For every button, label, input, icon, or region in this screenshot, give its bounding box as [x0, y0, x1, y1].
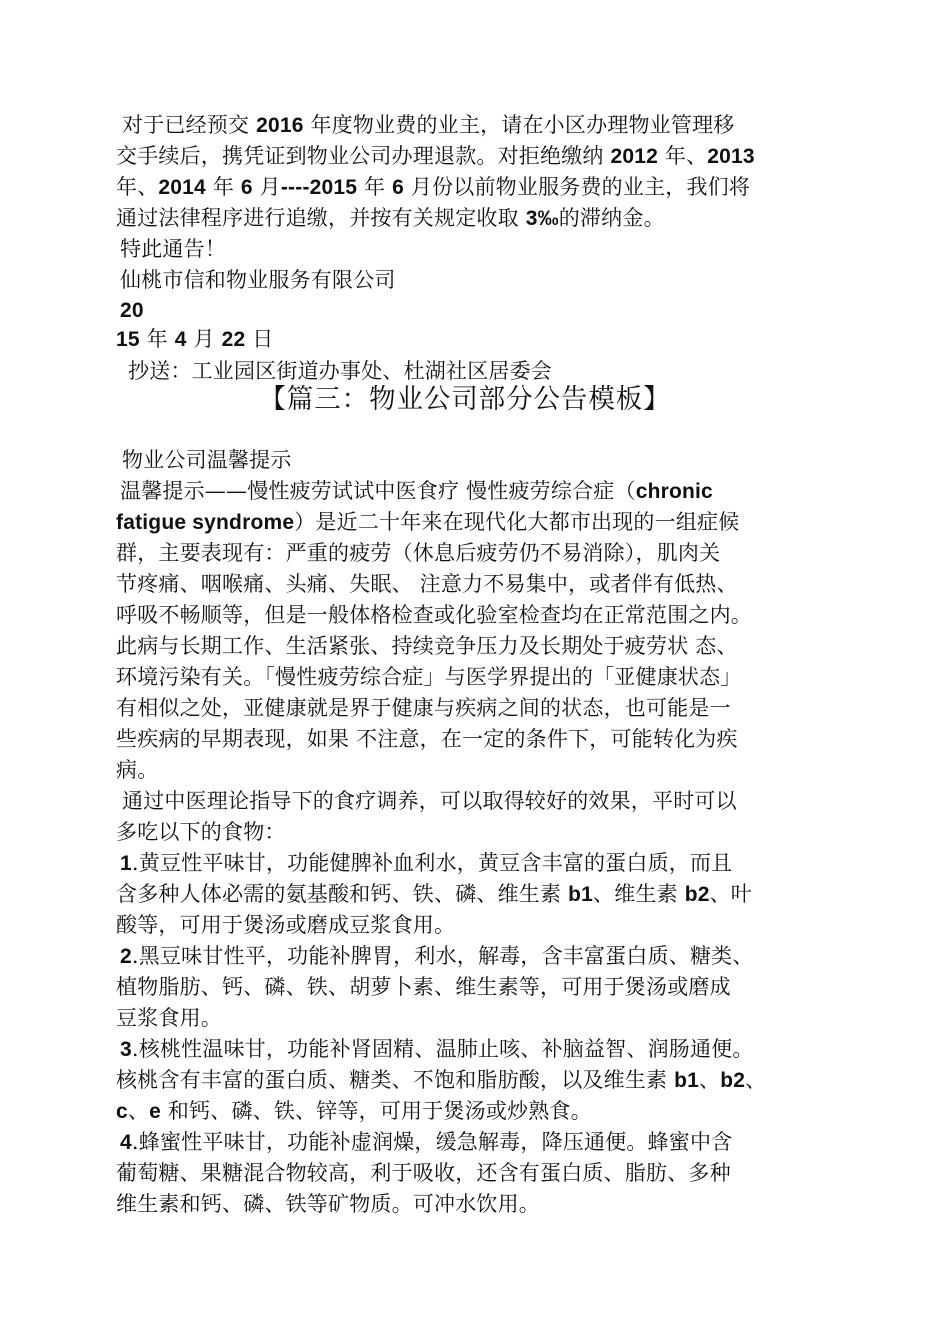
food-item-line: 2.黑豆味甘性平，功能补脾胃，利水，解毒，含丰富蛋白质、糖类、: [120, 944, 754, 968]
food-item-line: 豆浆食用。: [116, 1006, 222, 1030]
food-item-line: 植物脂肪、钙、磷、铁、胡萝卜素、维生素等，可用于煲汤或磨成: [116, 975, 731, 999]
date-line-part1: 20: [120, 299, 144, 322]
intro-line: 节疼痛、咽喉痛、头痛、失眠、 注意力不易集中，或者伴有低热、: [116, 572, 738, 596]
refund-notice-line: 通过法律程序进行追缴，并按有关规定收取 3‰的滞纳金。: [116, 206, 665, 230]
refund-notice-line: 交手续后，携凭证到物业公司办理退款。对拒绝缴纳 2012 年、2013: [116, 144, 755, 168]
intro-line: 此病与长期工作、生活紧张、持续竞争压力及长期处于疲劳状 态、: [116, 634, 738, 658]
section-heading: 【篇三：物业公司部分公告模板】: [259, 384, 671, 415]
food-item-line: 1.黄豆性平味甘，功能健脾补血利水，黄豆含丰富的蛋白质，而且: [120, 851, 733, 875]
refund-notice-line: 对于已经预交 2016 年度物业费的业主，请在小区办理物业管理移: [122, 113, 735, 137]
food-item-line: 4.蜂蜜性平味甘，功能补虚润燥，缓急解毒，降压通便。蜂蜜中含: [120, 1130, 733, 1154]
date-line-part2: 15 年 4 月 22 日: [116, 327, 274, 351]
intro-line: 病。: [116, 758, 159, 782]
intro-line: 环境污染有关。「慢性疲劳综合症」与医学界提出的「亚健康状态」: [116, 665, 742, 689]
intro-line: 有相似之处，亚健康就是界于健康与疾病之间的状态，也可能是一: [116, 696, 731, 720]
intro-line: 些疾病的早期表现，如果 不注意，在一定的条件下，可能转化为疾: [116, 727, 738, 751]
intro-line: 群，主要表现有：严重的疲劳（休息后疲劳仍不易消除），肌肉关: [116, 541, 721, 565]
closing-phrase: 特此通告！: [120, 237, 226, 261]
company-signature: 仙桃市信和物业服务有限公司: [120, 268, 396, 292]
food-item-line: 葡萄糖、果糖混合物较高，利于吸收，还含有蛋白质、脂肪、多种: [116, 1161, 731, 1185]
food-item-line: 含多种人体必需的氨基酸和钙、铁、磷、维生素 b1、维生素 b2、叶: [116, 882, 753, 906]
advice-line: 多吃以下的食物：: [116, 820, 286, 844]
reminder-title: 物业公司温馨提示: [122, 448, 292, 472]
intro-line: 温馨提示——慢性疲劳试试中医食疗 慢性疲劳综合症（chronic: [120, 479, 713, 503]
food-item-line: 维生素和钙、磷、铁等矿物质。可冲水饮用。: [116, 1192, 540, 1216]
intro-line: fatigue syndrome）是近二十年来在现代化大都市出现的一组症候: [116, 510, 740, 534]
food-item-line: 核桃含有丰富的蛋白质、糖类、不饱和脂肪酸，以及维生素 b1、b2、: [116, 1068, 767, 1092]
cc-line: 抄送：工业园区街道办事处、杜湖社区居委会: [128, 359, 552, 383]
food-item-line: c、e 和钙、磷、铁、锌等，可用于煲汤或炒熟食。: [116, 1099, 592, 1123]
food-item-line: 酸等，可用于煲汤或磨成豆浆食用。: [116, 913, 456, 937]
intro-line: 呼吸不畅顺等，但是一般体格检查或化验室检查均在正常范围之内。: [116, 603, 752, 627]
food-item-line: 3.核桃性温味甘，功能补肾固精、温肺止咳、补脑益智、润肠通便。: [120, 1037, 754, 1061]
advice-line: 通过中医理论指导下的食疗调养，可以取得较好的效果，平时可以: [122, 789, 737, 813]
refund-notice-line: 年、2014 年 6 月----2015 年 6 月份以前物业服务费的业主，我们将: [116, 175, 751, 199]
